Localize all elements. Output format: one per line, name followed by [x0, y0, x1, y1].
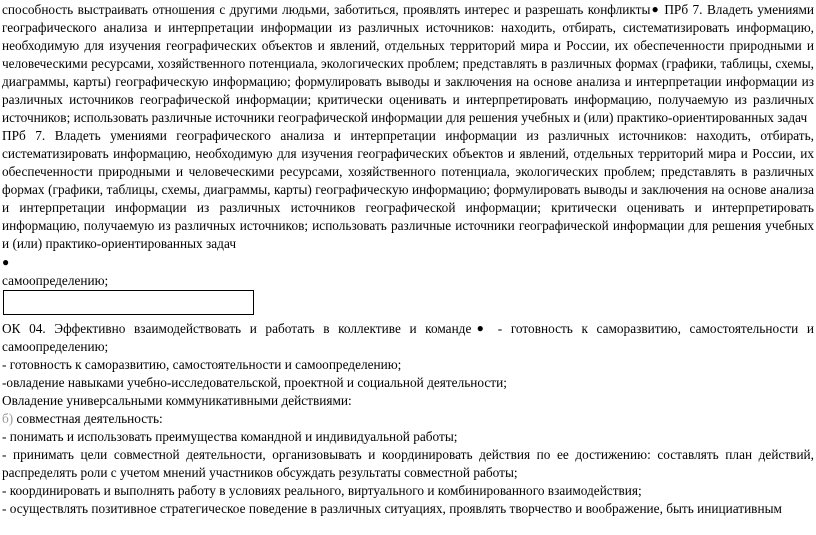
bullet-icon: ●: [471, 321, 490, 335]
list-text: совместная деятельность:: [13, 411, 163, 426]
paragraph-text: - готовность к саморазвитию, самостоятельности и самоопределению;: [2, 321, 814, 354]
paragraph-ok04: [2, 319, 814, 356]
line-universal: Овладение универсальными коммуникативными действиями:: [2, 393, 352, 408]
line-koordinirovat: - координировать и выполнять работу в условиях реального, виртуального и комбинированного взаимодействия;: [2, 483, 642, 498]
line-ovladenie: -овладение навыками учебно-исследовательской, проектной и социальной деятельности;: [2, 375, 507, 390]
paragraph-prb7-second: ПРб 7. Владеть умениями географического анализа и интерпретации информации из различных источников: находить, отбирать, систематизировать информацию, необходимую для изучения географических объектов и явлений, отдельных территорий мира и России, их обеспеченности природными и человеческими ресурсами, хозяйственного потенциала, экологических проблем; представлять в различных формах (графики, таблицы, схемы, диаграммы, карты) географическую информацию; формулировать выводы и заключения на основе анализа и интерпретации информации из различных источников географической информации; критически оценивать и интерпретировать информацию, получаемую из различных источников; использовать различные источники географической информации для решения учебных и (или) практико-ориентированных задач: [2, 128, 814, 251]
line-sovmestnaya: [2, 410, 814, 428]
paragraph-prb7-first: [2, 0, 814, 127]
line-gotovnost: - готовность к саморазвитию, самостоятельности и самоопределению;: [2, 357, 402, 372]
samoopredelenie-line: самоопределению;: [2, 273, 109, 288]
list-marker: б): [2, 411, 14, 426]
paragraph-text: ПРб 7. Владеть умениями географического анализа и интерпретации информации из различных источников: находить, отбирать, систематизировать информацию, необходимую для изучения географических объектов и явлений, отдельных территорий мира и России, их обеспеченности природными и человеческими ресурсами, хозяйственного потенциала, экологических проблем; представлять в различных формах (графики, таблицы, схемы, диаграммы, карты) географическую информацию; формулировать выводы и заключения на основе анализа и интерпретации информации из различных источников географической информации; критически оценивать и интерпретировать информацию, получаемую из различных источников; использовать различные источники географической информации для решения учебных и (или) практико-ориентированных задач: [2, 2, 814, 125]
bullet-icon: ●: [2, 255, 10, 269]
bullet-line: [2, 253, 814, 272]
line-osushestvlyat: - осуществлять позитивное стратегическое поведение в различных ситуациях, проявлять творчество и воображение, быть инициативным: [2, 501, 782, 516]
line-prinimat: - принимать цели совместной деятельности, организовывать и координировать действия по ее достижению: составлять план действий, распределять роли с учетом мнений участников обсуждать результаты совместной работы;: [2, 447, 814, 480]
bullet-icon: ●: [650, 2, 660, 16]
line-ponimat: - понимать и использовать преимущества командной и индивидуальной работы;: [2, 429, 458, 444]
paragraph-text: способность выстраивать отношения с другими людьми, заботиться, проявлять интерес и разрешать конфликты: [2, 2, 651, 17]
paragraph-text: ОК 04. Эффективно взаимодействовать и работать в коллективе и команде: [2, 321, 472, 336]
empty-cell-box: [3, 290, 254, 315]
